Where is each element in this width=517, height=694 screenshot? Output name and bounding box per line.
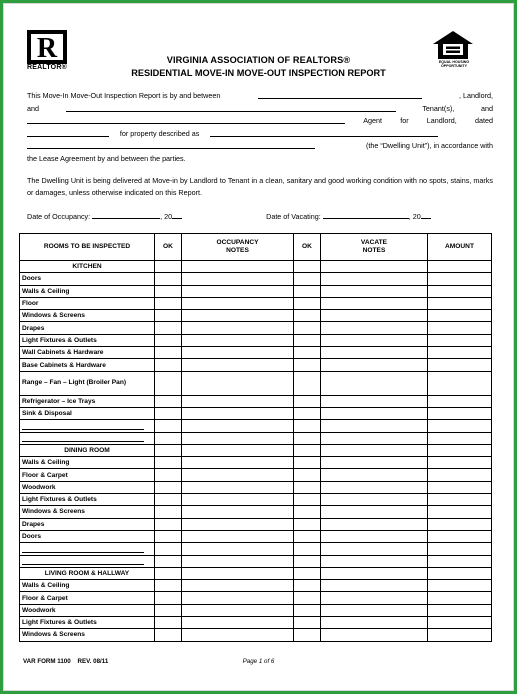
table-row — [20, 530, 492, 542]
condition-paragraph: The Dwelling Unit is being delivered at Move-in by Landlord to Tenant in a clean, sanitary and good working condition with no spots, stains, marks or damages, unless otherwise indicated on this Report. — [27, 176, 493, 197]
notes-cell[interactable] — [182, 395, 294, 407]
ok-cell[interactable] — [294, 543, 321, 555]
room-label: Sink & Disposal — [20, 407, 155, 419]
ok-cell[interactable] — [155, 395, 182, 407]
ok-cell[interactable] — [155, 457, 182, 469]
notes-cell[interactable] — [321, 518, 428, 530]
ok-cell[interactable] — [294, 310, 321, 322]
ok-cell[interactable] — [155, 359, 182, 371]
ok-cell[interactable] — [155, 481, 182, 493]
amount-cell[interactable] — [428, 481, 492, 493]
occupancy-year-prefix: , 20 — [160, 212, 173, 221]
blank-room-field[interactable] — [20, 420, 155, 432]
room-label: Drapes — [20, 322, 155, 334]
notes-cell[interactable] — [321, 629, 428, 641]
notes-cell[interactable] — [182, 530, 294, 542]
table-row — [20, 481, 492, 493]
ok-cell[interactable] — [155, 530, 182, 542]
notes-cell[interactable] — [321, 310, 428, 322]
table-row — [20, 297, 492, 309]
notes-cell[interactable] — [182, 518, 294, 530]
table-row — [20, 407, 492, 419]
ok-cell[interactable] — [294, 457, 321, 469]
notes-cell[interactable] — [321, 371, 428, 395]
notes-cell[interactable] — [182, 407, 294, 419]
room-label: Floor & Carpet — [20, 469, 155, 481]
ok-cell[interactable] — [155, 592, 182, 604]
ok-cell[interactable] — [294, 334, 321, 346]
ok-cell[interactable] — [155, 518, 182, 530]
room-label: Light Fixtures & Outlets — [20, 617, 155, 629]
intro-text-4a: for property described as — [119, 128, 200, 138]
org-title: VIRGINIA ASSOCIATION OF REALTORS® — [166, 55, 351, 65]
amount-cell[interactable] — [428, 530, 492, 542]
table-row — [20, 395, 492, 407]
notes-cell[interactable] — [321, 494, 428, 506]
section-title-kitchen: KITCHEN — [20, 261, 155, 273]
table-row — [20, 347, 492, 359]
ok-cell[interactable] — [294, 273, 321, 285]
intro-text-3d: dated — [474, 116, 493, 125]
ok-cell[interactable] — [155, 371, 182, 395]
ok-cell[interactable] — [294, 285, 321, 297]
realtor-logo-letter: R — [36, 33, 58, 64]
notes-cell[interactable] — [182, 444, 294, 456]
notes-cell[interactable] — [321, 261, 428, 273]
intro-text-2a: and — [27, 103, 39, 113]
notes-cell[interactable] — [321, 395, 428, 407]
notes-cell[interactable] — [182, 469, 294, 481]
room-label: Drapes — [20, 518, 155, 530]
realtor-wordmark: REALTOR® — [27, 64, 67, 71]
room-label: Doors — [20, 273, 155, 285]
ok-cell[interactable] — [155, 617, 182, 629]
equal-housing-line1: EQUAL HOUSING — [438, 60, 470, 64]
table-header-row — [20, 234, 492, 261]
amount-cell[interactable] — [428, 347, 492, 359]
room-label: Light Fixtures & Outlets — [20, 334, 155, 346]
amount-cell[interactable] — [428, 444, 492, 456]
notes-cell[interactable] — [321, 285, 428, 297]
amount-cell[interactable] — [428, 469, 492, 481]
ok-cell[interactable] — [294, 347, 321, 359]
ok-cell[interactable] — [294, 395, 321, 407]
form-number: VAR FORM 1100 REV. 08/11 — [23, 658, 109, 665]
notes-cell[interactable] — [182, 371, 294, 395]
notes-cell[interactable] — [182, 617, 294, 629]
amount-cell[interactable] — [428, 506, 492, 518]
notes-cell[interactable] — [182, 604, 294, 616]
intro-line-4 — [27, 128, 493, 141]
notes-cell[interactable] — [321, 444, 428, 456]
intro-text-2c: and — [480, 103, 493, 113]
ok-cell[interactable] — [294, 580, 321, 592]
notes-cell[interactable] — [321, 407, 428, 419]
notes-cell[interactable] — [182, 359, 294, 371]
ok-cell[interactable] — [294, 481, 321, 493]
amount-cell[interactable] — [428, 359, 492, 371]
amount-cell[interactable] — [428, 322, 492, 334]
intro-text-5a: (the “Dwelling Unit”), in accordance with — [365, 141, 493, 150]
vacating-year-prefix: , 20 — [408, 212, 421, 221]
ok-cell[interactable] — [155, 494, 182, 506]
notes-cell[interactable] — [321, 555, 428, 567]
room-label: Windows & Screens — [20, 310, 155, 322]
amount-cell[interactable] — [428, 604, 492, 616]
amount-cell[interactable] — [428, 297, 492, 309]
room-label: Windows & Screens — [20, 629, 155, 641]
table-row — [20, 285, 492, 297]
intro-line-2 — [27, 103, 493, 116]
ok-cell[interactable] — [294, 494, 321, 506]
ok-cell[interactable] — [294, 444, 321, 456]
table-row — [20, 457, 492, 469]
section-row-living — [20, 567, 492, 579]
header-ok-vacate: OK — [294, 234, 321, 261]
dates-row — [27, 210, 493, 224]
room-label: Walls & Ceiling — [20, 457, 155, 469]
ok-cell[interactable] — [155, 432, 182, 444]
ok-cell[interactable] — [155, 407, 182, 419]
intro-text-3c: Landlord, — [426, 116, 457, 125]
amount-cell[interactable] — [428, 518, 492, 530]
notes-cell[interactable] — [182, 543, 294, 555]
blank-room-field[interactable] — [20, 555, 155, 567]
notes-cell[interactable] — [321, 297, 428, 309]
notes-cell[interactable] — [182, 555, 294, 567]
ok-cell[interactable] — [155, 604, 182, 616]
amount-cell[interactable] — [428, 420, 492, 432]
notes-cell[interactable] — [321, 481, 428, 493]
notes-cell[interactable] — [321, 359, 428, 371]
amount-cell[interactable] — [428, 310, 492, 322]
header-occupancy-line1: OCCUPANCY — [216, 239, 259, 246]
table-row — [20, 580, 492, 592]
notes-cell[interactable] — [182, 580, 294, 592]
notes-cell[interactable] — [321, 273, 428, 285]
amount-cell[interactable] — [428, 334, 492, 346]
header-amount: AMOUNT — [428, 234, 492, 261]
vacating-label: Date of Vacating: — [266, 212, 321, 221]
amount-cell[interactable] — [428, 567, 492, 579]
amount-cell[interactable] — [428, 592, 492, 604]
notes-cell[interactable] — [321, 530, 428, 542]
notes-cell[interactable] — [182, 310, 294, 322]
vacating-year-field[interactable] — [421, 210, 431, 219]
notes-cell[interactable] — [321, 506, 428, 518]
notes-cell[interactable] — [182, 506, 294, 518]
ok-cell[interactable] — [294, 407, 321, 419]
room-label: Woodwork — [20, 481, 155, 493]
notes-cell[interactable] — [321, 457, 428, 469]
ok-cell[interactable] — [294, 518, 321, 530]
table-row — [20, 334, 492, 346]
ok-cell[interactable] — [155, 297, 182, 309]
intro-line-5 — [27, 140, 493, 153]
table-row — [20, 420, 492, 432]
notes-cell[interactable] — [182, 629, 294, 641]
notes-cell[interactable] — [182, 592, 294, 604]
amount-cell[interactable] — [428, 395, 492, 407]
ok-cell[interactable] — [155, 567, 182, 579]
amount-cell[interactable] — [428, 629, 492, 641]
ok-cell[interactable] — [155, 261, 182, 273]
notes-cell[interactable] — [321, 322, 428, 334]
room-label: Light Fixtures & Outlets — [20, 494, 155, 506]
notes-cell[interactable] — [182, 285, 294, 297]
table-row — [20, 604, 492, 616]
ok-cell[interactable] — [294, 604, 321, 616]
table-row — [20, 592, 492, 604]
ok-cell[interactable] — [155, 334, 182, 346]
header-ok-occupancy: OK — [155, 234, 182, 261]
page-number: Page 1 of 6 — [242, 658, 275, 665]
header-occupancy-line2: NOTES — [226, 247, 249, 254]
amount-cell[interactable] — [428, 407, 492, 419]
ok-cell[interactable] — [294, 371, 321, 395]
table-row — [20, 359, 492, 371]
section-row-kitchen — [20, 261, 492, 273]
amount-cell[interactable] — [428, 543, 492, 555]
room-label: Woodwork — [20, 604, 155, 616]
amount-cell[interactable] — [428, 261, 492, 273]
landlord-name-field[interactable] — [258, 90, 422, 99]
ok-cell[interactable] — [294, 567, 321, 579]
room-label: Refrigerator – Ice Trays — [20, 395, 155, 407]
notes-cell[interactable] — [321, 432, 428, 444]
intro-line-3 — [27, 115, 493, 128]
equal-housing-line2: OPPORTUNITY — [441, 64, 467, 69]
ok-cell[interactable] — [155, 273, 182, 285]
room-label: Floor — [20, 297, 155, 309]
notes-cell[interactable] — [321, 617, 428, 629]
tenant-name-field[interactable] — [66, 103, 396, 112]
ok-cell[interactable] — [294, 420, 321, 432]
notes-cell[interactable] — [182, 297, 294, 309]
ok-cell[interactable] — [294, 617, 321, 629]
room-label: Doors — [20, 530, 155, 542]
notes-cell[interactable] — [321, 592, 428, 604]
notes-cell[interactable] — [182, 273, 294, 285]
amount-cell[interactable] — [428, 273, 492, 285]
section-title-living: LIVING ROOM & HALLWAY — [20, 567, 155, 579]
section-title-dining: DINING ROOM — [20, 444, 155, 456]
notes-cell[interactable] — [182, 347, 294, 359]
amount-cell[interactable] — [428, 285, 492, 297]
ok-cell[interactable] — [155, 444, 182, 456]
notes-cell[interactable] — [182, 567, 294, 579]
notes-cell[interactable] — [321, 604, 428, 616]
room-label: Windows & Screens — [20, 506, 155, 518]
table-row — [20, 322, 492, 334]
notes-cell[interactable] — [321, 580, 428, 592]
agent-name-field[interactable] — [27, 115, 345, 124]
ok-cell[interactable] — [155, 285, 182, 297]
occupancy-date-field[interactable] — [92, 210, 160, 219]
notes-cell[interactable] — [321, 334, 428, 346]
ok-cell[interactable] — [155, 469, 182, 481]
room-label: Base Cabinets & Hardware — [20, 359, 155, 371]
amount-cell[interactable] — [428, 494, 492, 506]
ok-cell[interactable] — [294, 432, 321, 444]
occupancy-year-field[interactable] — [172, 210, 182, 219]
table-row — [20, 543, 492, 555]
ok-cell[interactable] — [294, 322, 321, 334]
header-occupancy-notes — [182, 234, 294, 261]
property-description-field[interactable] — [210, 128, 438, 137]
ok-cell[interactable] — [294, 261, 321, 273]
header-rooms: ROOMS TO BE INSPECTED — [20, 234, 155, 261]
ok-cell[interactable] — [155, 310, 182, 322]
ok-cell[interactable] — [155, 543, 182, 555]
room-label: Wall Cabinets & Hardware — [20, 347, 155, 359]
notes-cell[interactable] — [182, 261, 294, 273]
intro-text-6: the Lease Agreement by and between the parties. — [27, 153, 186, 163]
vacating-date-field[interactable] — [323, 210, 409, 219]
report-title: RESIDENTIAL MOVE-IN MOVE-OUT INSPECTION REPORT — [131, 68, 386, 78]
notes-cell[interactable] — [182, 457, 294, 469]
ok-cell[interactable] — [294, 297, 321, 309]
intro-text-3a: Agent — [363, 116, 382, 125]
ok-cell[interactable] — [294, 506, 321, 518]
room-label: Floor & Carpet — [20, 592, 155, 604]
ok-cell[interactable] — [294, 530, 321, 542]
notes-cell[interactable] — [182, 420, 294, 432]
room-label: Walls & Ceiling — [20, 285, 155, 297]
table-row — [20, 617, 492, 629]
table-row — [20, 555, 492, 567]
ok-cell[interactable] — [155, 347, 182, 359]
ok-cell[interactable] — [294, 359, 321, 371]
header-vacate-notes — [321, 234, 428, 261]
amount-cell[interactable] — [428, 457, 492, 469]
notes-cell[interactable] — [182, 494, 294, 506]
room-label: Range – Fan – Light (Broiler Pan) — [20, 371, 155, 395]
table-row — [20, 371, 492, 395]
occupancy-label: Date of Occupancy: — [27, 212, 91, 221]
ok-cell[interactable] — [294, 469, 321, 481]
blank-room-field[interactable] — [20, 543, 155, 555]
ok-cell[interactable] — [294, 555, 321, 567]
ok-cell[interactable] — [155, 322, 182, 334]
property-description-field-2[interactable] — [27, 140, 315, 149]
table-row — [20, 432, 492, 444]
notes-cell[interactable] — [321, 567, 428, 579]
table-row — [20, 506, 492, 518]
notes-cell[interactable] — [182, 322, 294, 334]
ok-cell[interactable] — [155, 420, 182, 432]
notes-cell[interactable] — [182, 334, 294, 346]
ok-cell[interactable] — [155, 580, 182, 592]
header-vacate-line2: NOTES — [362, 247, 386, 254]
table-row — [20, 310, 492, 322]
blank-room-field[interactable] — [20, 432, 155, 444]
amount-cell[interactable] — [428, 432, 492, 444]
ok-cell[interactable] — [294, 629, 321, 641]
table-row — [20, 273, 492, 285]
table-row — [20, 629, 492, 641]
notes-cell[interactable] — [321, 543, 428, 555]
room-label: Walls & Ceiling — [20, 580, 155, 592]
table-row — [20, 494, 492, 506]
notes-cell[interactable] — [182, 481, 294, 493]
amount-cell[interactable] — [428, 555, 492, 567]
amount-cell[interactable] — [428, 371, 492, 395]
intro-text-2b: Tenant(s), — [422, 103, 455, 113]
intro-text-3b: for — [400, 116, 409, 125]
notes-cell[interactable] — [182, 432, 294, 444]
notes-cell[interactable] — [321, 469, 428, 481]
ok-cell[interactable] — [294, 592, 321, 604]
section-row-dining — [20, 444, 492, 456]
table-row — [20, 469, 492, 481]
lease-date-field[interactable] — [27, 128, 109, 137]
intro-text-1a: This Move-In Move-Out Inspection Report is by and between — [27, 91, 221, 100]
intro-line-1 — [27, 90, 493, 103]
inspection-table — [19, 233, 492, 642]
table-row — [20, 518, 492, 530]
notes-cell[interactable] — [321, 420, 428, 432]
notes-cell[interactable] — [321, 347, 428, 359]
amount-cell[interactable] — [428, 617, 492, 629]
header-vacate-line1: VACATE — [360, 239, 388, 246]
ok-cell[interactable] — [155, 629, 182, 641]
intro-paragraph — [27, 90, 493, 165]
ok-cell[interactable] — [155, 555, 182, 567]
amount-cell[interactable] — [428, 580, 492, 592]
intro-text-1b: , Landlord, — [459, 91, 493, 100]
ok-cell[interactable] — [155, 506, 182, 518]
